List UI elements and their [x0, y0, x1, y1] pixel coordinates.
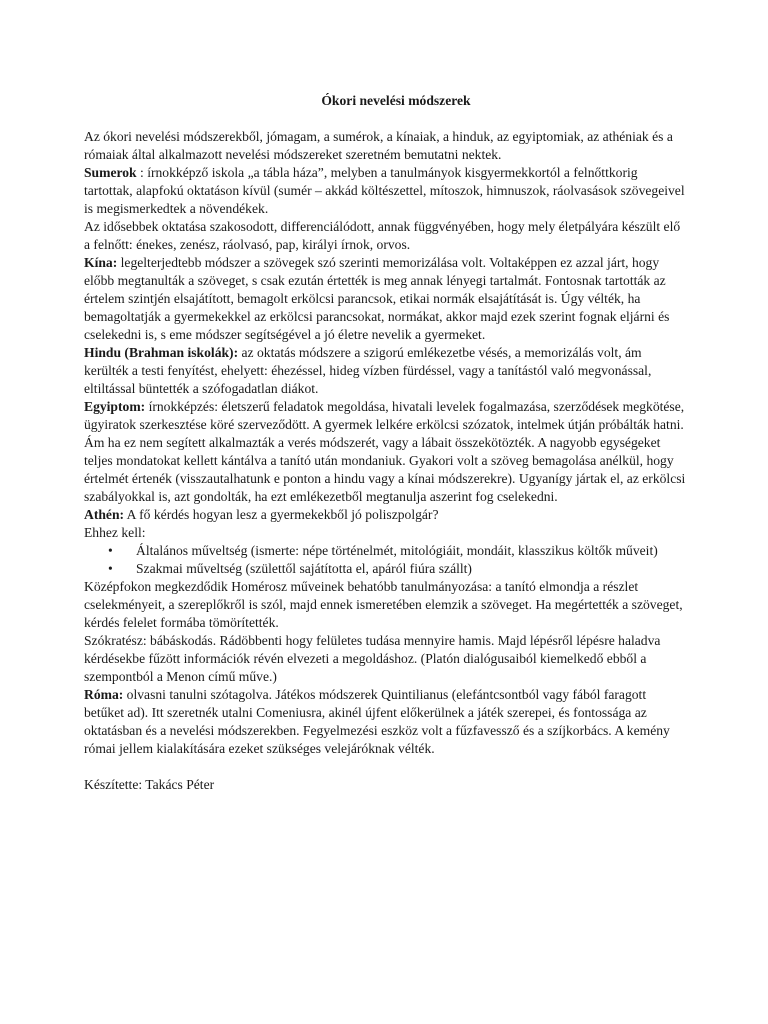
list-item-text: Általános műveltség (ismerte: népe történelmét, mitológiáit, mondáit, klasszikus költők műveit) — [136, 543, 658, 558]
document-title: Ókori nevelési módszerek — [321, 93, 471, 108]
socrates-paragraph: Szókratész: bábáskodás. Rádöbbenti hogy felületes tudása mennyire hamis. Majd lépésről lépésre haladva kérdésekbe fűzött információk révén elvezeti a megoldáshoz. (Platón dialógusaiból kiemelkedő ebből a szempontból a Menon című műve.) — [84, 633, 661, 684]
sumer-paragraph — [84, 164, 688, 218]
list-item-text: Szakmai műveltség (születtől sajátította el, apáról fiúra szállt) — [136, 561, 472, 576]
athens-bullet-list — [84, 542, 688, 578]
athens-needs: Ehhez kell: — [84, 525, 146, 540]
rome-text: olvasni tanulni szótagolva. Játékos módszerek Quintilianus (elefántcsontból vagy fából faragott betűket ad). Itt szeretnék utalni Comeniusra, akinél újfent előkerülnek a játék szerepei, és fontossága az oktatásban és a nevelési módszerekben. Fegyelmezési eszköz volt a fűzfavessző és a szíjkorbács. A kemény római jellem kialakítására ezeket szükséges velejáróknak vélték. — [84, 687, 670, 756]
spacer — [84, 758, 688, 776]
hindu-paragraph — [84, 344, 688, 398]
sumer-label: Sumerok — [84, 165, 137, 180]
athens-label: Athén: — [84, 507, 125, 522]
hindu-text: az oktatás módszere a szigorú emlékezetbe vésés, a memorizálás volt, ám kerülték a testi fenyítést, ehelyett: éhezéssel, hideg vízben fürdéssel, vagy a tanítástól való megvonással, eltiltással büntették a szófogadatlan diákot. — [84, 345, 652, 396]
egypt-text: írnokképzés: életszerű feladatok megoldása, hivatali levelek fogalmazása, szerződések megkötése, ügyiratok szerkesztése köré szerveződött. A gyermek lelkére erkölcsi szózatok, intelmek útján próbálták hatni. Ám ha ez nem segített alkalmazták a verés módszerét, vagy a lábait összekötözték. A nagyobb egységeket teljes mondatokat kellett kántálva a tanító után mondaniuk. Gyakori volt a szöveg bemagolása anélkül, hogy értelmét értenék (visszautalhatunk e ponton a hindu vagy a kínai módszerekre). Ugyanígy jártak el, az erkölcsi szabályokkal is, azt gondolták, ha ezt emlékezetből megtanulja aszerint fog cselekedni. — [84, 399, 686, 504]
bullet-icon: • — [108, 561, 113, 576]
athens-middle-paragraph: Középfokon megkezdődik Homérosz műveinek behatóbb tanulmányozása: a tanító elmondja a részlet cselekményeit, a szereplőkről is szól, majd ennek ismeretében elemzik a szöveget. Ha megértették a szöveget, kérdés felelet formába tömörítették. — [84, 579, 683, 630]
sumer-text: : írnokképző iskola „a tábla háza”, melyben a tanulmányok kisgyermekkortól a felnőttkorig tartottak, alapfokú oktatáson kívül (sumér – akkád költészettel, mítoszok, himnuszok, ráolvasások szövegeivel is megismerkedtek a növendékek. — [84, 165, 685, 216]
sumer-paragraph-2: Az idősebbek oktatása szakosodott, differenciálódott, annak függvényében, hogy mely életpályára készült elő a felnőtt: énekes, zenész, ráolvasó, pap, királyi írnok, orvos. — [84, 219, 681, 252]
rome-paragraph — [84, 686, 688, 758]
hindu-label: Hindu (Brahman iskolák): — [84, 345, 239, 360]
rome-label: Róma: — [84, 687, 124, 702]
list-item — [108, 560, 688, 578]
china-text: legelterjedtebb módszer a szövegek szó szerinti memorizálása volt. Voltaképpen ez azzal járt, hogy előbb megtanulták a szöveget, s csak ezután értették is meg annak lényegi tartalmát. Fontosnak tartották az értelem szintjén elsajátított, bemagolt erkölcsi parancsok, etikai normák elsajátítását is. Úgy vélték, ha bemagoltatják a gyermekekkel az erkölcsi parancsokat, normákat, akkor majd ezek szerint fognak eljárni és cselekedni is, s eme módszer segítségével a jó életre nevelik a gyermeket. — [84, 255, 670, 342]
intro-paragraph: Az ókori nevelési módszerekből, jómagam, a sumérok, a kínaiak, a hinduk, az egyiptomiak, az athéniak és a rómaiak által alkalmazott nevelési módszereket szeretném bemutatni nektek. — [84, 129, 673, 162]
athens-text: A fő kérdés hogyan lesz a gyermekekből jó poliszpolgár? — [124, 507, 439, 522]
egypt-paragraph — [84, 398, 688, 506]
egypt-label: Egyiptom: — [84, 399, 146, 414]
bullet-icon: • — [108, 543, 113, 558]
athens-paragraph — [84, 506, 688, 524]
china-label: Kína: — [84, 255, 118, 270]
author-line: Készítette: Takács Péter — [84, 777, 215, 792]
list-item — [108, 542, 688, 560]
china-paragraph — [84, 254, 688, 344]
